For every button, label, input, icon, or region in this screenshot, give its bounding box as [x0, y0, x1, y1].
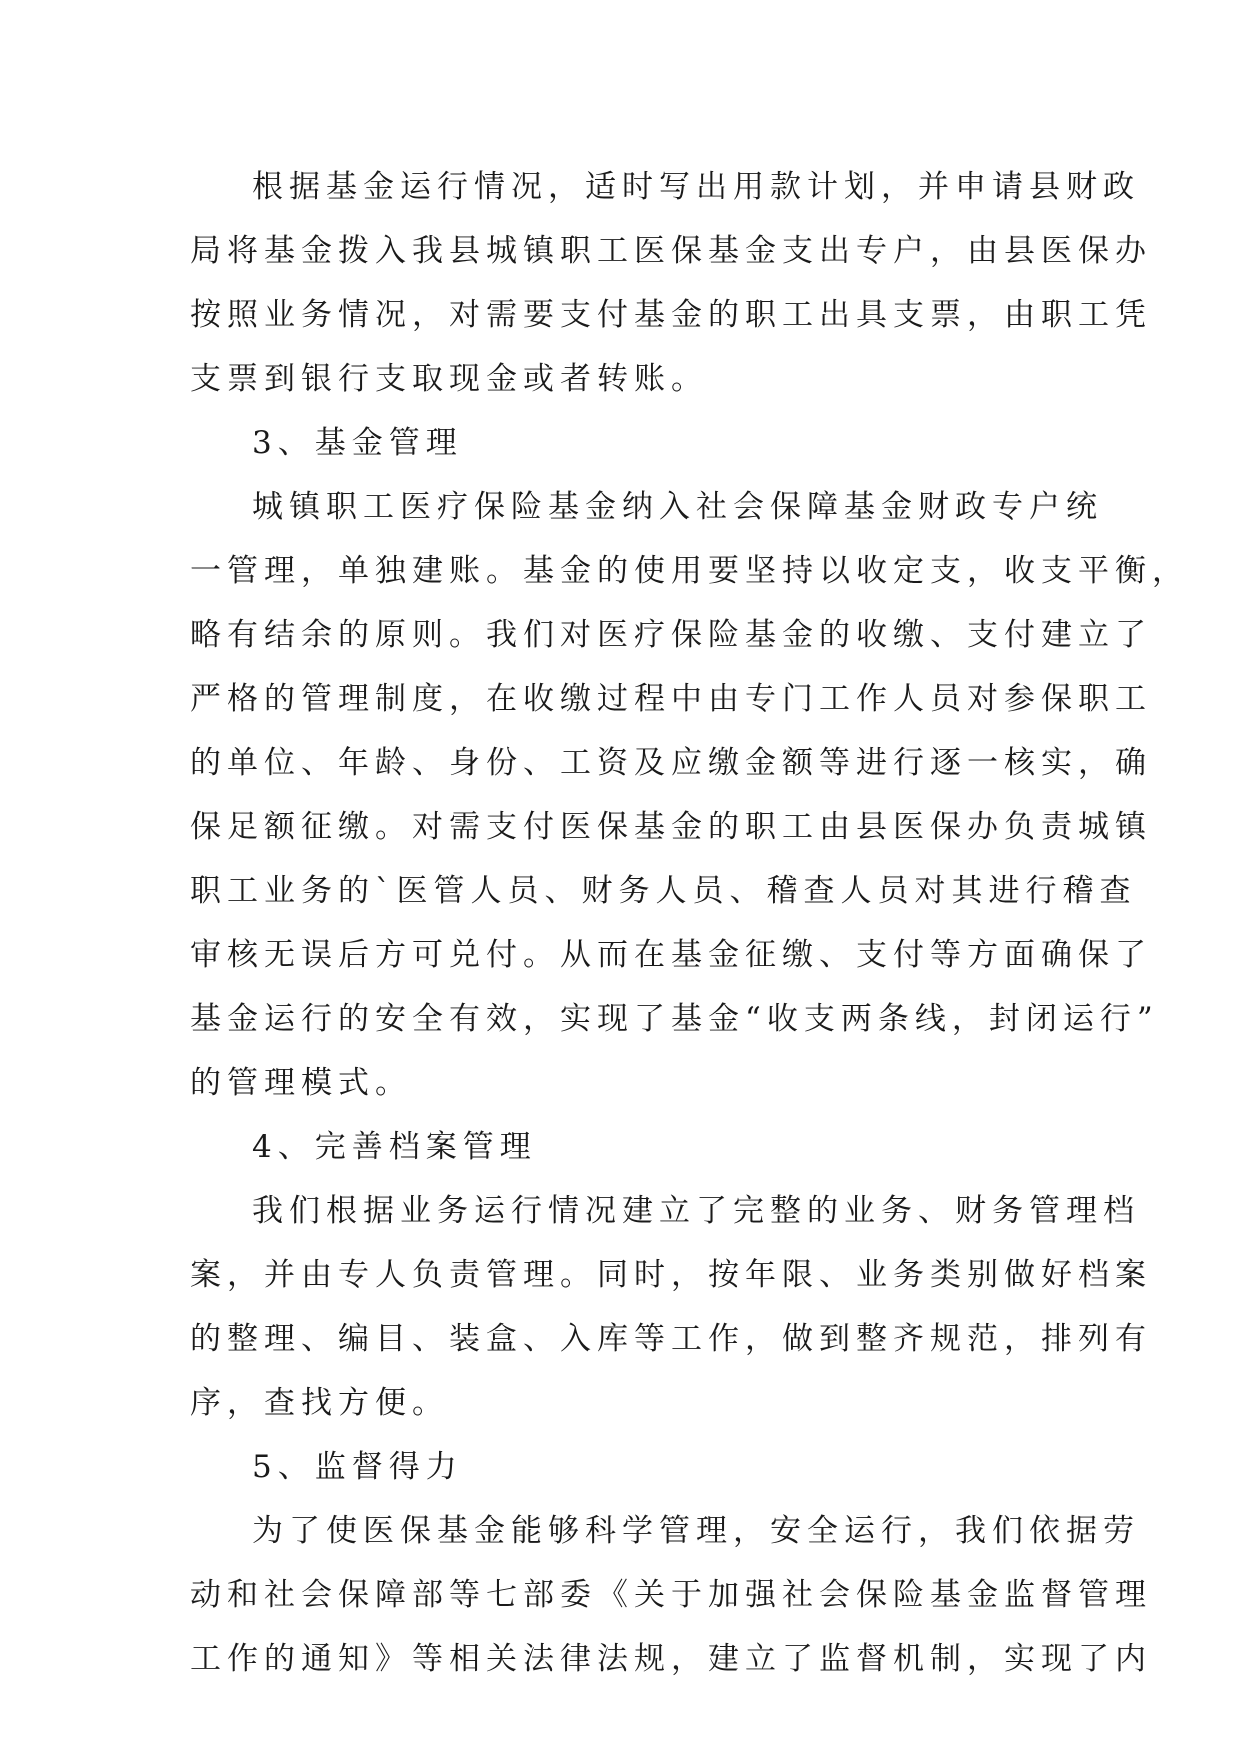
- paragraph-line: 案，并由专人负责管理。同时，按年限、业务类别做好档案: [190, 1257, 1152, 1293]
- paragraph-line: 我们根据业务运行情况建立了完整的业务、财务管理档: [252, 1193, 1140, 1229]
- paragraph-line: 支票到银行支取现金或者转账。: [190, 361, 708, 397]
- paragraph-line: 动和社会保障部等七部委《关于加强社会保险基金监督管理: [190, 1577, 1152, 1613]
- paragraph-line: 根据基金运行情况，适时写出用款计划，并申请县财政: [252, 169, 1140, 205]
- paragraph-line: 局将基金拨入我县城镇职工医保基金支出专户，由县医保办: [190, 233, 1152, 269]
- paragraph-line: 序，查找方便。: [190, 1385, 449, 1421]
- paragraph-line: 保足额征缴。对需支付医保基金的职工由县医保办负责城镇: [190, 809, 1152, 845]
- paragraph-line: 的管理模式。: [190, 1065, 412, 1101]
- paragraph-line: 的单位、年龄、身份、工资及应缴金额等进行逐一核实，确: [190, 745, 1152, 781]
- paragraph-line: 的整理、编目、装盒、入库等工作，做到整齐规范，排列有: [190, 1321, 1152, 1357]
- paragraph-line: 一管理，单独建账。基金的使用要坚持以收定支，收支平衡，: [190, 553, 1189, 589]
- paragraph-line: 审核无误后方可兑付。从而在基金征缴、支付等方面确保了: [190, 937, 1152, 973]
- paragraph-line: 略有结余的原则。我们对医疗保险基金的收缴、支付建立了: [190, 617, 1152, 653]
- paragraph-line: 职工业务的`医管人员、财务人员、稽查人员对其进行稽查: [190, 873, 1137, 909]
- paragraph-line: 城镇职工医疗保险基金纳入社会保障基金财政专户统: [252, 489, 1103, 525]
- section-heading-4: 4、完善档案管理: [252, 1129, 537, 1165]
- paragraph-line: 按照业务情况，对需要支付基金的职工出具支票，由职工凭: [190, 297, 1152, 333]
- section-heading-3: 3、基金管理: [252, 425, 463, 461]
- paragraph-line: 严格的管理制度，在收缴过程中由专门工作人员对参保职工: [190, 681, 1152, 717]
- document-body: [190, 155, 1189, 1691]
- paragraph-line: 基金运行的安全有效，实现了基金“收支两条线，封闭运行”: [190, 1001, 1159, 1037]
- section-heading-5: 5、监督得力: [252, 1449, 463, 1485]
- paragraph-line: 为了使医保基金能够科学管理，安全运行，我们依据劳: [252, 1513, 1140, 1549]
- paragraph-line: 工作的通知》等相关法律法规，建立了监督机制，实现了内: [190, 1641, 1152, 1677]
